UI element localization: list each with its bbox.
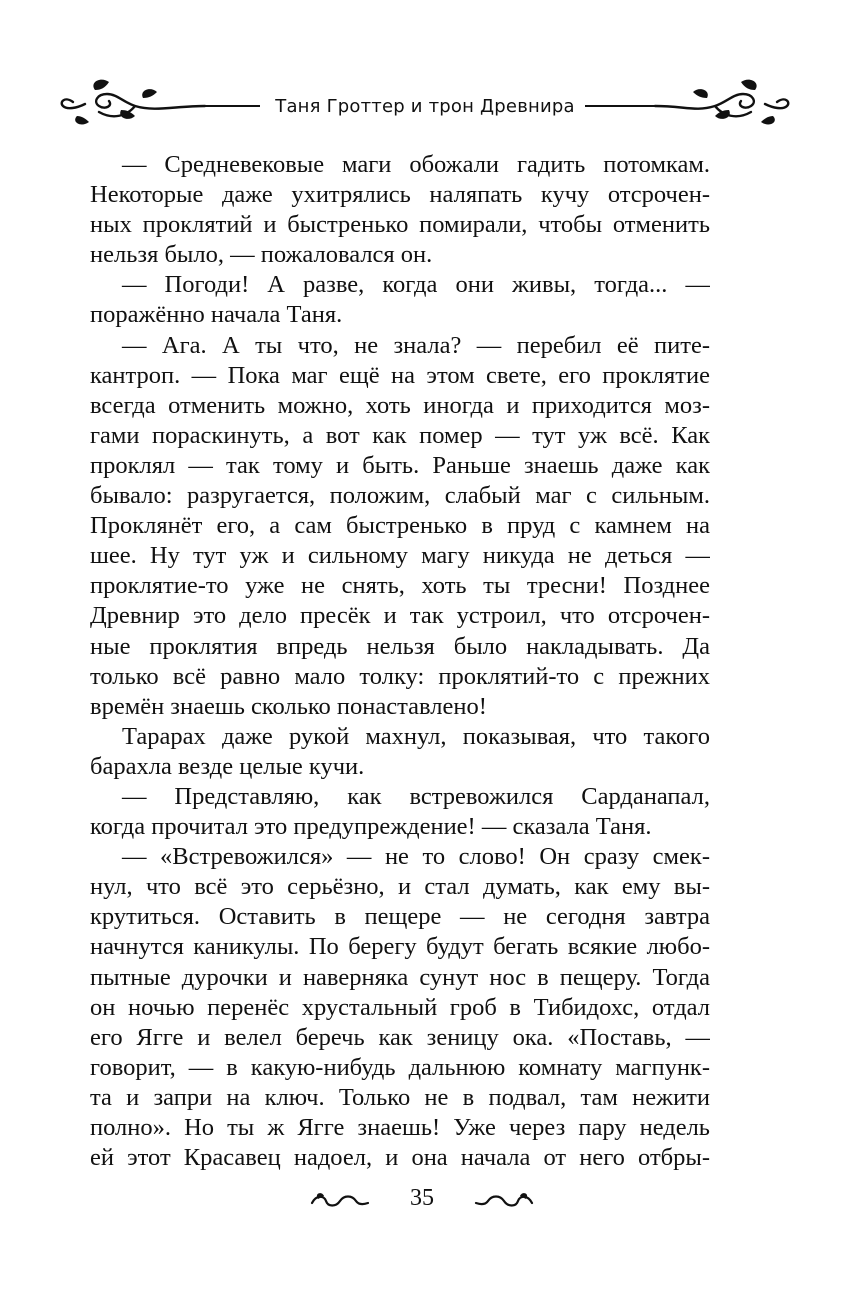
text-line: только всё равно мало толку: проклятий-то с прежних [90,662,710,690]
text-line: бывало: разругается, положим, слабый маг с сильным. [90,482,710,510]
running-title [55,96,795,117]
text-line: всегда отменить можно, хоть иногда и приходится моз- [90,391,710,419]
page-number: 35 [410,1185,434,1211]
text-line: проклятие-то уже не снять, хоть ты тресни! Позднее [90,572,710,600]
text-line: говорит, — в какую-нибудь дальнюю комнату магпунк- [90,1053,710,1081]
text-line: барахла везде целые кучи. [90,752,365,780]
text-line: — Представляю, как встревожился Сарданапал, [122,782,710,810]
text-line: — Погоди! А разве, когда они живы, тогда... — [122,271,710,299]
page-footer [300,1183,544,1217]
text-line: нул, что всё это серьёзно, и стал думать, как ему вы- [90,873,710,901]
text-line: ей этот Красавец надоел, и она начала от него отбры- [90,1144,710,1172]
text-line: Некоторые даже ухитрялись наляпать кучу отсрочен- [90,181,710,209]
body-text [90,150,710,1173]
text-line: кантроп. — Пока маг ещё на этом свете, его проклятие [90,361,710,389]
text-line: Тарарах даже рукой махнул, показывая, что такого [122,722,710,750]
text-line: его Ягге и велел беречь как зеницу ока. «Поставь, — [90,1023,710,1051]
text-line: — Ага. А ты что, не знала? — перебил её пите- [122,331,710,359]
text-line: — Средневековые маги обожали гадить потомкам. [122,151,710,178]
text-line: поражённо начала Таня. [90,301,343,329]
text-line: гами пораскинуть, а вот как помер — тут уж всё. Как [90,421,710,449]
text-line: полно». Но ты ж Ягге знаешь! Уже через пару недель [90,1114,710,1141]
text-line: — «Встревожился» — не то слово! Он сразу смек- [122,843,710,871]
text-line: Проклянёт его, а сам быстренько в пруд с камнем на [90,512,710,540]
text-line: времён знаешь сколько понаставлено! [90,692,487,720]
text-line: нельзя было, — пожаловался он. [90,241,433,269]
running-header [55,76,795,130]
text-line: начнутся каникулы. По берегу будут бегать всякие любо- [90,933,710,961]
text-line: он ночью перенёс хрустальный гроб в Тибидохс, отдал [90,993,710,1021]
right-swirl-ornament-icon [474,1191,534,1211]
text-line: пытные дурочки и наверняка сунут нос в пещеру. Тогда [90,963,710,991]
text-line: крутиться. Оставить в пещере — не сегодня завтра [90,903,710,931]
text-line: ные проклятия впредь нельзя было накладывать. Да [90,632,710,660]
text-line: шее. Ну тут уж и сильному магу никуда не деться — [90,542,710,570]
text-line: Древнир это дело пресёк и так устроил, что отсрочен- [90,602,710,630]
text-line: когда прочитал это предупреждение! — сказала Таня. [90,813,652,841]
text-line: та и запри на ключ. Только не в подвал, там нежити [90,1083,710,1111]
text-line: проклял — так тому и быть. Раньше знаешь даже как [90,451,710,479]
running-title-text: Таня Гроттер и трон Древнира [265,96,584,117]
text-line: ных проклятий и быстренько помирали, чтобы отменить [90,211,710,239]
